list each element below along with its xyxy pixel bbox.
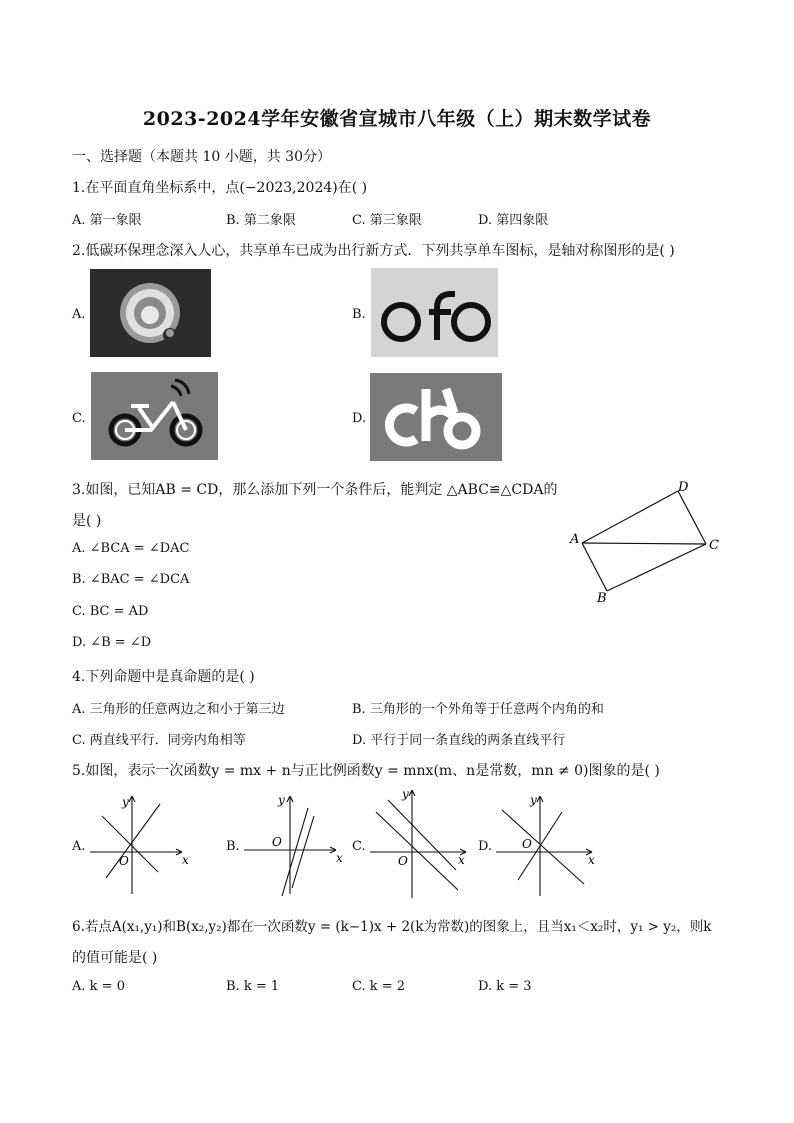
svg-text:x: x [336, 851, 343, 865]
q1-option-d: D. 第四象限 [478, 213, 549, 228]
graph-c [366, 782, 476, 900]
q6-option-d: D. k = 3 [478, 979, 532, 994]
q2-label-a: A. [72, 307, 86, 322]
svg-text:y: y [402, 787, 409, 801]
label-b: B [597, 591, 607, 606]
svg-text:y: y [122, 795, 129, 809]
q5-graph-a [86, 786, 196, 902]
label-a: A [570, 532, 580, 547]
q3-option-d: D. ∠B = ∠D [72, 635, 152, 650]
q2-label-c: C. [72, 411, 86, 426]
q1-option-c: C. 第三象限 [352, 213, 422, 228]
question-5-stem: 5.如图，表示一次函数y = mx + n与正比例函数y = mnx(m、n是常数，mn ≠ 0)图象的是( ) [72, 763, 660, 779]
svg-text:x: x [458, 853, 465, 867]
q2-logo-c [91, 372, 218, 464]
question-1-stem: 1.在平面直角坐标系中，点(−2023,2024)在( ) [72, 180, 368, 196]
q3-option-c: C. BC = AD [72, 604, 149, 619]
svg-text:O: O [522, 837, 532, 851]
q3-option-b: B. ∠BAC = ∠DCA [72, 572, 190, 587]
q2-label-b: B. [352, 307, 366, 322]
quadrilateral-figure [566, 476, 736, 606]
q1-option-b: B. 第二象限 [226, 213, 296, 228]
label-c: C [709, 538, 719, 553]
q6-option-b: B. k = 1 [226, 979, 280, 994]
label-d: D [678, 480, 689, 495]
q2-logo-a [90, 269, 211, 361]
section-heading: 一、选择题（本题共 10 小题，共 30分） [72, 149, 331, 165]
q5-label-b: B. [226, 839, 240, 854]
q4-option-a: A. 三角形的任意两边之和小于第三边 [72, 702, 285, 717]
q5-graph-d [492, 786, 602, 902]
q4-option-d: D. 平行于同一条直线的两条直线平行 [352, 733, 566, 748]
q5-label-a: A. [72, 839, 86, 854]
q1-option-a: A. 第一象限 [72, 213, 142, 228]
svg-text:O: O [119, 854, 129, 868]
segment-ab [582, 543, 607, 591]
ofo-logo-icon [371, 268, 498, 357]
svg-text:O: O [398, 854, 408, 868]
graph-a [86, 786, 196, 898]
q2-logo-b [371, 268, 498, 361]
svg-text:O: O [272, 835, 282, 849]
question-6-stem-line2: 的值可能是( ) [72, 950, 158, 966]
question-2-stem: 2.低碳环保理念深入人心，共享单车已成为出行新方式．下列共享单车图标，是轴对称图形的是( ) [72, 243, 675, 259]
page-title: 2023-2024学年安徽省宣城市八年级（上）期末数学试卷 [142, 108, 652, 130]
svg-text:y: y [530, 793, 537, 807]
segment-bc [607, 544, 706, 591]
svg-text:y: y [278, 793, 285, 807]
graph-b [240, 786, 350, 898]
q4-option-c: C. 两直线平行．同旁内角相等 [72, 733, 246, 748]
svg-text:x: x [182, 853, 189, 867]
q6-option-a: A. k = 0 [72, 979, 125, 994]
q5-graph-b [240, 786, 350, 902]
segment-ad [582, 491, 678, 543]
segment-dc [678, 491, 706, 544]
q6-option-c: C. k = 2 [352, 979, 406, 994]
segment-ac [582, 543, 706, 544]
q3-option-a: A. ∠BCA = ∠DAC [72, 541, 190, 556]
graph-d [492, 786, 602, 898]
q5-label-d: D. [478, 839, 493, 854]
ring-logo-icon [90, 269, 211, 357]
svg-text:x: x [588, 853, 595, 867]
q5-label-c: C. [352, 839, 366, 854]
hello-bike-logo-icon [370, 373, 502, 461]
q3-figure [566, 476, 736, 610]
q2-label-d: D. [352, 411, 367, 426]
q2-logo-d [370, 373, 502, 465]
question-3-stem-line1: 3.如图，已知AB = CD，那么添加下列一个条件后，能判定 △ABC≌△CDA的 [72, 482, 558, 498]
q4-option-b: B. 三角形的一个外角等于任意两个内角的和 [352, 702, 604, 717]
q5-graph-c [366, 782, 476, 904]
question-3-stem-line2: 是( ) [72, 513, 102, 529]
bicycle-logo-icon [91, 372, 218, 460]
question-6-stem-line1: 6.若点A(x₁,y₁)和B(x₂,y₂)都在一次函数y = (k−1)x + 2(k为常数)的图象上，且当x₁＜x₂时，y₁ > y₂，则k [72, 919, 712, 935]
question-4-stem: 4.下列命题中是真命题的是( ) [72, 669, 255, 685]
